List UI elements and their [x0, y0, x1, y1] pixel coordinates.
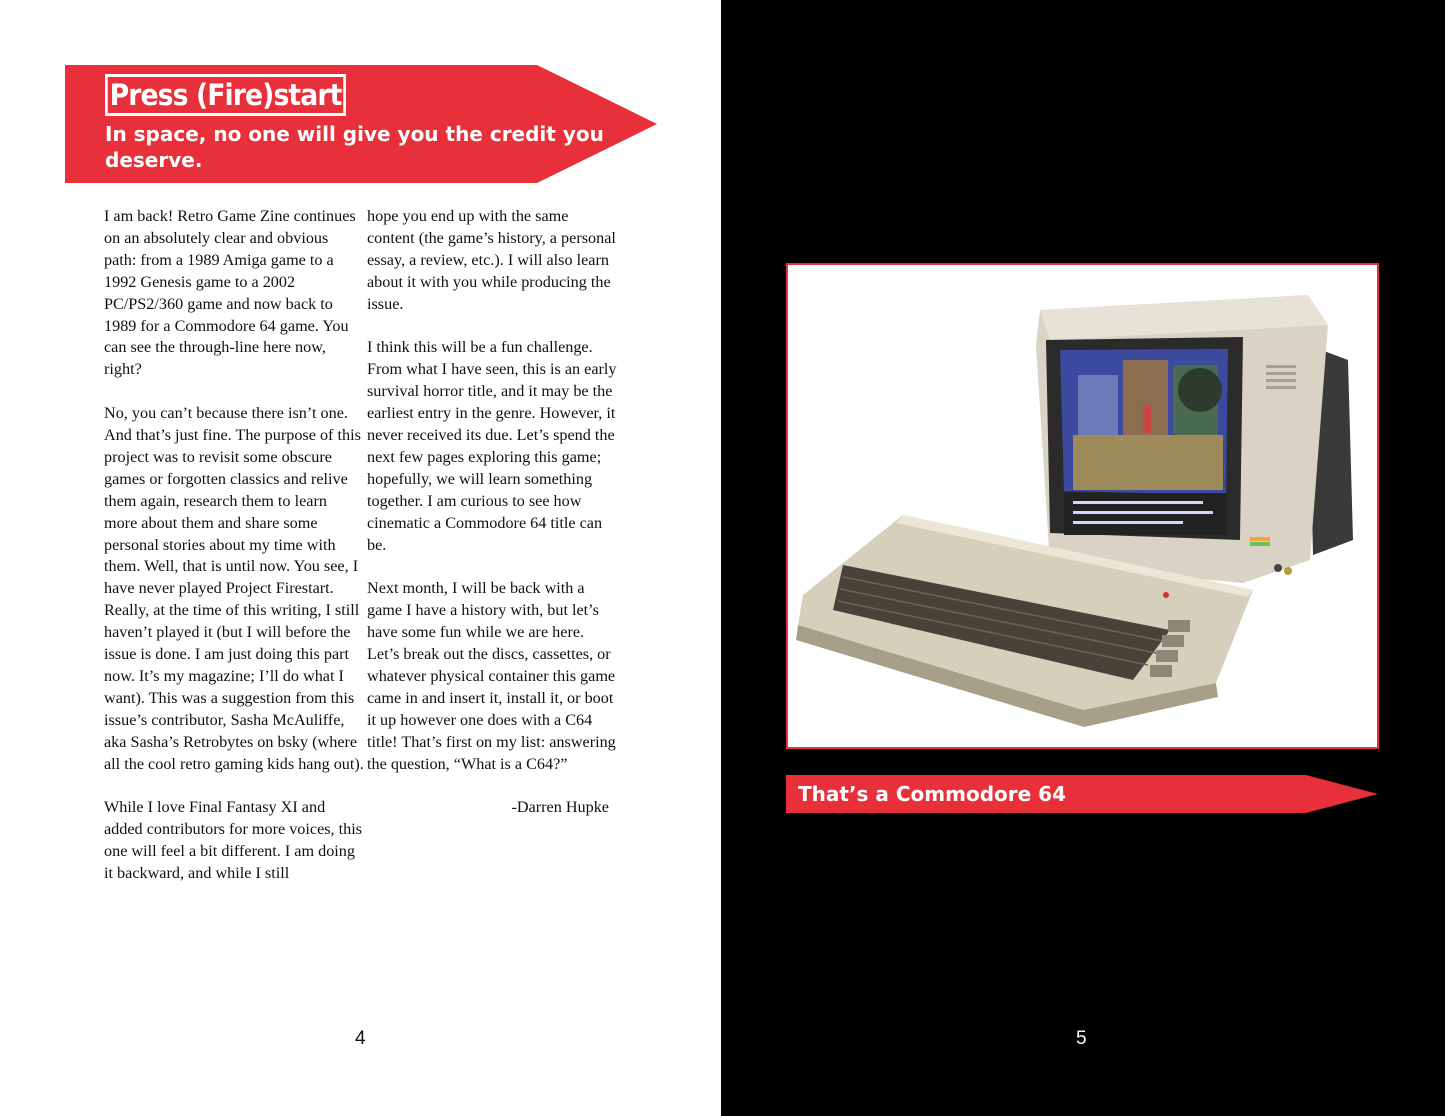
- text-column-2: [367, 206, 617, 841]
- commodore-64-photo: [786, 263, 1379, 749]
- text-column-1: [104, 206, 364, 907]
- paragraph: hope you end up with the same content (the game’s history, a personal essay, a review, etc.). I will also learn about it with you while producing the issue.: [367, 207, 616, 313]
- page-number-right: 5: [1076, 1028, 1087, 1049]
- left-page: [0, 0, 721, 1116]
- photo-caption: That’s a Commodore 64: [798, 782, 1066, 806]
- right-page: [721, 0, 1445, 1116]
- article-subtitle: In space, no one will give you the credit you deserve.: [105, 122, 604, 172]
- commodore-64-illustration: [788, 265, 1377, 747]
- paragraph: No, you can’t because there isn’t one. And that’s just fine. The purpose of this project was to revisit some obscure games or forgotten classics and relive them again, research them to learn more about them and share some personal stories about my time with them. Well, that is until now. You see, I have never played Project Firestart. Really, at the time of this writing, I still haven’t played it (but I will before the issue is done. I am just doing this part now. It’s my magazine; I’ll do what I want). This was a suggestion from this issue’s contributor, Sasha McAuliffe, aka Sasha’s Retrobytes on bsky (where all the cool retro gaming kids hang out).: [104, 404, 364, 773]
- paragraph: I think this will be a fun challenge. From what I have seen, this is an early survival horror title, and it may be the earliest entry in the genre. However, it never received its due. Let’s spend the next few pages exploring this game; hopefully, we will learn something together. I am curious to see how cinematic a Commodore 64 title can be.: [367, 338, 617, 554]
- paragraph: Next month, I will be back with a game I have a history with, but let’s have some fun while we are here. Let’s break out the discs, cassettes, or whatever physical container this game came in and insert it, install it, or boot it up however one does with a C64 title! That’s first on my list: answering the question, “What is a C64?”: [367, 579, 616, 773]
- paragraph: I am back! Retro Game Zine continues on an absolutely clear and obvious path: from a 1989 Amiga game to a 1992 Genesis game to a 2002 PC/PS2/360 game and now back to 1989 for a Commodore 64 game. You can see the through-line here now, right?: [104, 207, 356, 379]
- paragraph: While I love Final Fantasy XI and added contributors for more voices, this one will feel a bit different. I am doing it backward, and while I still: [104, 798, 363, 883]
- header-banner: [65, 65, 657, 183]
- author-signature: -Darren Hupke: [511, 798, 609, 817]
- page-number-left: 4: [355, 1028, 366, 1049]
- article-title: Press (Fire)start: [105, 74, 346, 116]
- caption-banner: [786, 775, 1378, 813]
